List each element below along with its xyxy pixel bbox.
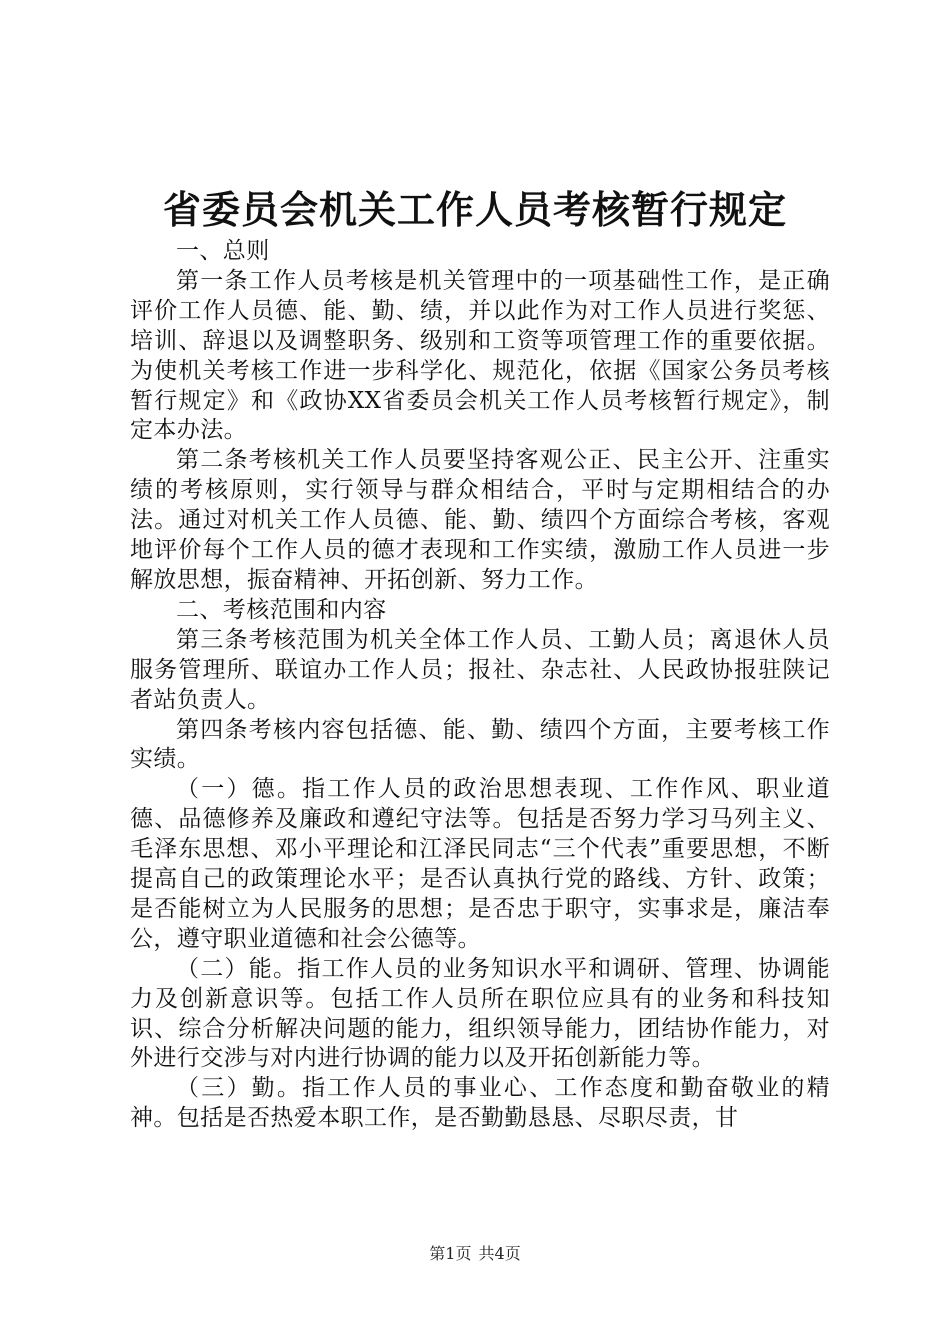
page-footer <box>0 1244 950 1264</box>
page-number: 第1页 <box>429 1244 472 1263</box>
item-morality-paragraph: （一）德。指工作人员的政治思想表现、工作作风、职业道德、品德修养及廉政和遵纪守法等。包括是否努力学习马列主义、毛泽东思想、邓小平理论和江泽民同志“三个代表”重要思想，不断提高自己的政策理论水平；是否认真执行党的路线、方针、政策；是否能树立为人民服务的思想；是否忠于职守，实事求是，廉洁奉公，遵守职业道德和社会公德等。 <box>130 776 830 952</box>
article-2-paragraph: 第二条考核机关工作人员要坚持客观公正、民主公开、注重实绩的考核原则，实行领导与群众相结合，平时与定期相结合的办法。通过对机关工作人员德、能、勤、绩四个方面综合考核，客观地评价每个工作人员的德才表现和工作实绩，激励工作人员进一步解放思想，振奋精神、开拓创新、努力工作。 <box>130 447 830 593</box>
page-total: 共4页 <box>478 1244 521 1263</box>
document-body <box>130 237 830 1134</box>
section-heading-general: 一、总则 <box>176 238 270 264</box>
article-3-paragraph: 第三条考核范围为机关全体工作人员、工勤人员；离退休人员服务管理所、联谊办工作人员；报社、杂志社、人民政协报驻陕记者站负责人。 <box>130 626 830 713</box>
article-1-paragraph: 第一条工作人员考核是机关管理中的一项基础性工作，是正确评价工作人员德、能、勤、绩，并以此作为对工作人员进行奖惩、培训、辞退以及调整职务、级别和工资等项管理工作的重要依据。为使机关考核工作进一步科学化、规范化，依据《国家公务员考核暂行规定》和《政协XX省委员会机关工作人员考核暂行规定》，制定本办法。 <box>130 267 830 444</box>
document-title: 省委员会机关工作人员考核暂行规定 <box>162 188 787 232</box>
item-ability-paragraph: （二）能。指工作人员的业务知识水平和调研、管理、协调能力及创新意识等。包括工作人员所在职位应具有的业务和科技知识、综合分析解决问题的能力，组织领导能力，团结协作能力，对外进行交涉与对内进行协调的能力以及开拓创新能力等。 <box>130 955 830 1072</box>
section-heading-scope: 二、考核范围和内容 <box>176 596 387 623</box>
item-diligence-paragraph: （三）勤。指工作人员的事业心、工作态度和勤奋敬业的精神。包括是否热爱本职工作，是否勤勤恳恳、尽职尽责，甘 <box>130 1075 830 1132</box>
article-4-paragraph: 第四条考核内容包括德、能、勤、绩四个方面，主要考核工作实绩。 <box>130 716 830 773</box>
